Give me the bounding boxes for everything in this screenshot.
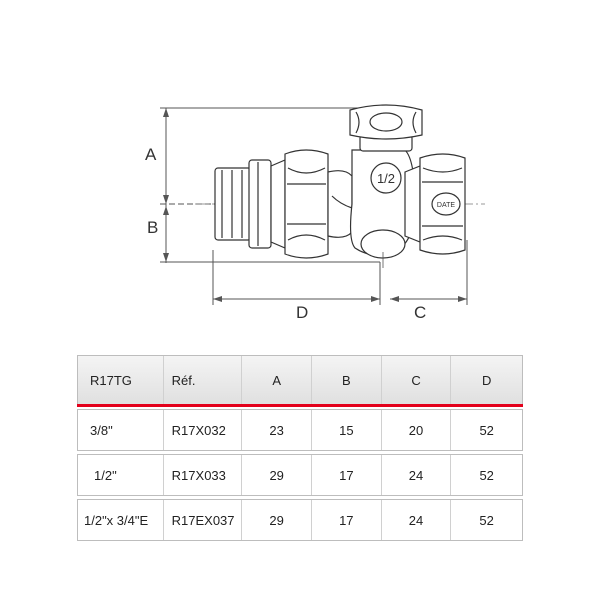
tail-collar (249, 160, 271, 248)
valve-body (215, 105, 465, 268)
table-row (77, 409, 523, 451)
dimension-a-label: A (145, 145, 157, 164)
cell-d: 52 (479, 422, 494, 438)
cell-size: 1/2"x 3/4"E (78, 500, 164, 540)
cell-size: 1/2" (78, 455, 164, 495)
cell-a: 29 (242, 500, 312, 540)
date-stamp: DATE (436, 202, 456, 209)
cell-b: 17 (312, 500, 382, 540)
header-cell-d: D (481, 372, 492, 388)
cell-a: 29 (242, 455, 312, 495)
cell-c: 24 (382, 500, 452, 540)
header-accent-bar (77, 404, 523, 407)
header-cell-a: A (242, 356, 312, 404)
cell-ref: R17X033 (164, 455, 243, 495)
cell-size: 3/8" (78, 410, 164, 450)
size-marking: 1/2 (376, 171, 396, 186)
cell-d: 52 (479, 512, 494, 528)
cell-b: 17 (312, 455, 382, 495)
cell-ref: R17EX037 (164, 500, 243, 540)
union-nut (285, 150, 328, 258)
cell-b: 15 (312, 410, 382, 450)
header-cell-b: B (312, 356, 382, 404)
dimension-c-label: C (414, 303, 427, 322)
cell-c: 20 (382, 410, 452, 450)
header-cell-c: C (382, 356, 452, 404)
table-header (77, 355, 523, 404)
header-cell-model: R17TG (78, 356, 164, 404)
cell-a: 23 (242, 410, 312, 450)
table-row (77, 454, 523, 496)
cell-ref: R17X032 (164, 410, 243, 450)
cell-d: 52 (479, 467, 494, 483)
dimension-b-label: B (147, 218, 159, 237)
table-row (77, 499, 523, 541)
dimension-d-label: D (296, 303, 309, 322)
cell-c: 24 (382, 455, 452, 495)
threaded-tail (215, 168, 251, 240)
spec-table (77, 355, 523, 541)
header-cell-ref: Réf. (164, 356, 243, 404)
